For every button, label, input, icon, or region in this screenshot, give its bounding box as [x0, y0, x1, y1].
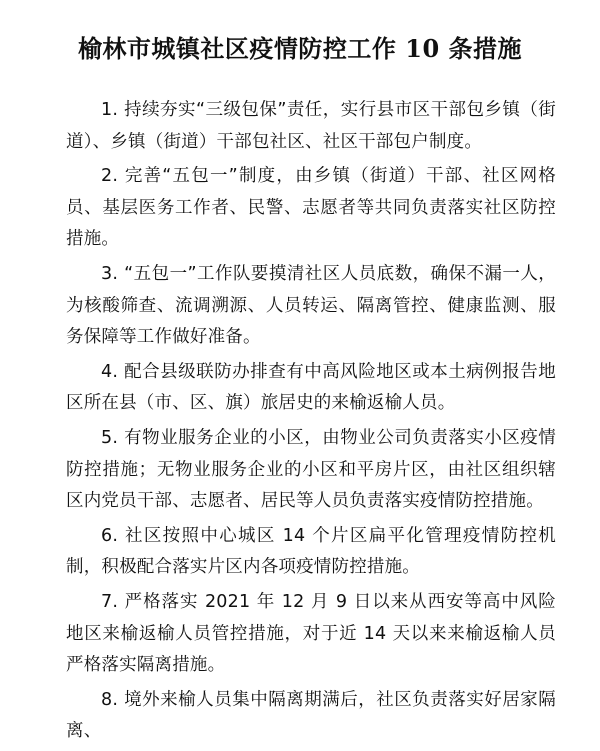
measure-paragraph-4: 4. 配合县级联防办排查有中高风险地区或本土病例报告地区所在县（市、区、旗）旅居史的来榆返榆人员。	[66, 361, 556, 414]
measure-paragraph-5: 5. 有物业服务企业的小区，由物业公司负责落实小区疫情防控措施；无物业服务企业的小区和平房片区，由社区组织辖区内党员干部、志愿者、居民等人员负责落实疫情防控措施。	[66, 427, 556, 512]
document-title: 榆林市城镇社区疫情防控工作 10 条措施	[77, 34, 523, 63]
measure-paragraph-6: 6. 社区按照中心城区 14 个片区扁平化管理疫情防控机制，积极配合落实片区内各项疫情防控措施。	[66, 525, 556, 578]
measure-paragraph-2: 2. 完善“五包一”制度，由乡镇（街道）干部、社区网格员、基层医务工作者、民警、志愿者等共同负责落实社区防控措施。	[66, 166, 556, 250]
document-body	[66, 95, 556, 751]
measure-paragraph-7: 7. 严格落实 2021 年 12 月 9 日以来从西安等高中风险地区来榆返榆人员管控措施，对于近 14 天以来来榆返榆人员严格落实隔离措施。	[66, 591, 556, 676]
measure-paragraph-3: 3. “五包一”工作队要摸清社区人员底数，确保不漏一人，为核酸筛查、流调溯源、人员转运、隔离管控、健康监测、服务保障等工作做好准备。	[66, 263, 556, 348]
measure-paragraph-1: 1. 持续夯实“三级包保”责任，实行县市区干部包乡镇（街道）、乡镇（街道）干部包社区、社区干部包户制度。	[66, 100, 556, 152]
measure-paragraph-8: 8. 境外来榆人员集中隔离期满后，社区负责落实好居家隔离、	[66, 689, 556, 742]
